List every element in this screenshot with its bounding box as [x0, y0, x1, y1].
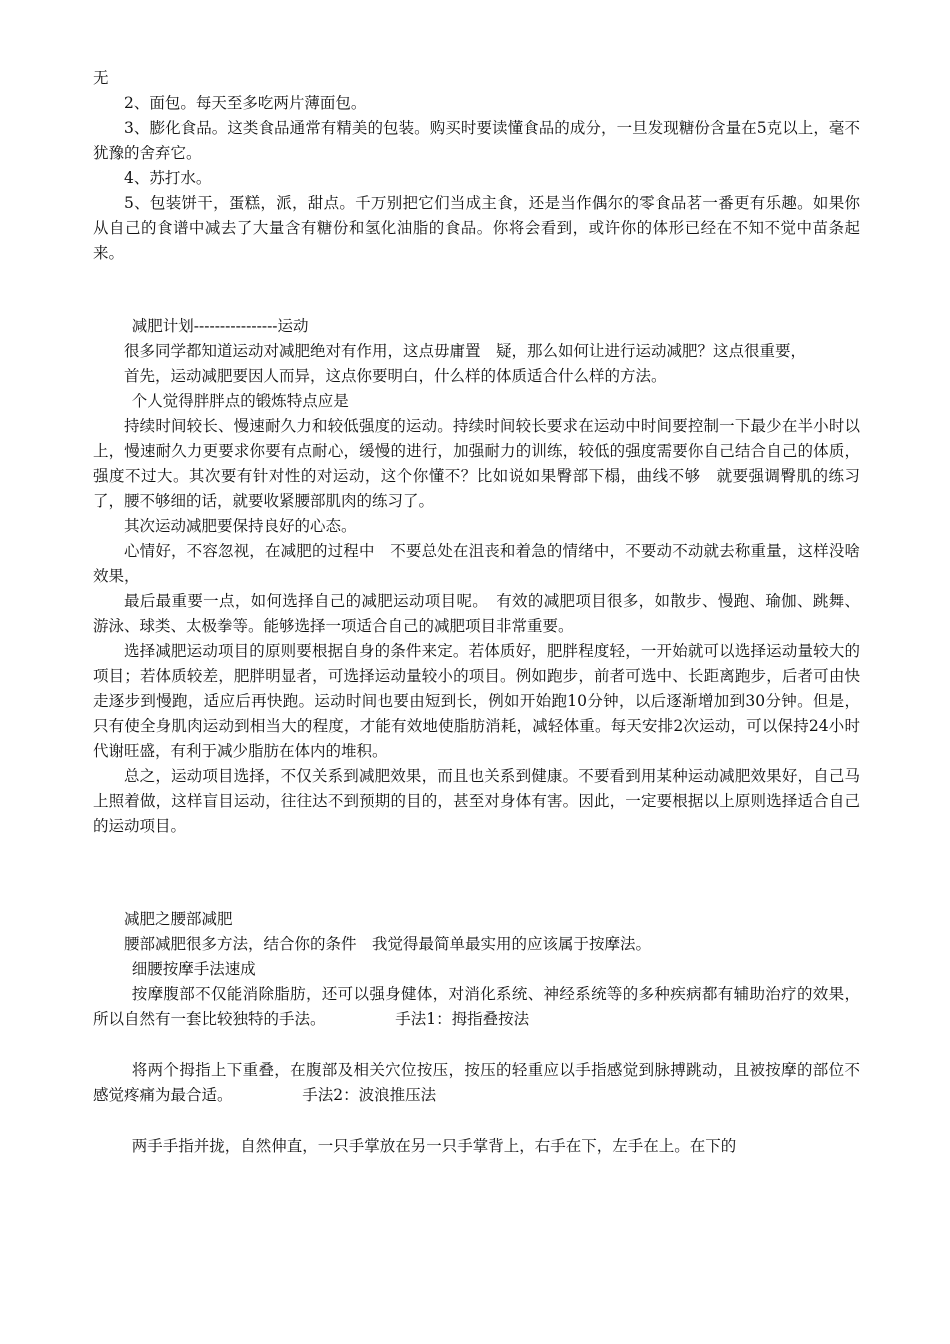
- waist-paragraph-5: 两手手指并拢，自然伸直，一只手掌放在另一只手掌背上，右手在下，左手在上。在下的: [131, 1137, 737, 1155]
- section-gap: [93, 839, 860, 907]
- paragraph-gap: [93, 1108, 860, 1134]
- waist-section-title: 减肥之腰部减肥: [124, 910, 233, 928]
- waist-paragraph-3: [93, 982, 860, 1032]
- waist-paragraph-3-text: 按摩腹部不仅能消除脂肪，还可以强身健体，对消化系统、神经系统等的多种疾病都有辅助治疗的效果，所以自然有一套比较独特的手法。: [93, 985, 860, 1028]
- paragraph-gap: [93, 1032, 860, 1058]
- exercise-paragraph-7: 最后最重要一点，如何选择自己的减肥运动项目呢。 有效的减肥项目很多，如散步、慢跑、瑜伽、跳舞、游泳、球类、太极拳等。能够选择一项适合自己的减肥项目非常重要。: [93, 592, 860, 635]
- exercise-paragraph-6: 心情好，不容忽视，在减肥的过程中 不要总处在沮丧和着急的情绪中，不要动不动就去称重量，这样没啥效果，: [93, 542, 860, 585]
- list-item-snacks: 5、包装饼干，蛋糕，派，甜点。千万别把它们当成主食，还是当作偶尔的零食品茗一番更有乐趣。如果你从自己的食谱中减去了大量含有糖份和氢化油脂的食品。你将会看到，或许你的体形已经在不知不觉中苗条起来。: [93, 194, 860, 262]
- method-2-label: 手法2：波浪推压法: [302, 1086, 437, 1104]
- waist-paragraph-2: 细腰按摩手法速成: [131, 960, 256, 978]
- leading-fragment: 无: [93, 69, 109, 87]
- waist-paragraph-1: 腰部减肥很多方法，结合你的条件 我觉得最简单最实用的应该属于按摩法。: [124, 935, 652, 953]
- exercise-paragraph-9: 总之，运动项目选择，不仅关系到减肥效果，而且也关系到健康。不要看到用某种运动减肥效果好，自己马上照着做，这样盲目运动，往往达不到预期的目的，甚至对身体有害。因此，一定要根据以上原则选择适合自己的运动项目。: [93, 767, 860, 835]
- document-body: [93, 66, 860, 1159]
- exercise-paragraph-5: 其次运动减肥要保持良好的心态。: [124, 517, 357, 535]
- exercise-paragraph-2: 首先，运动减肥要因人而异，这点你要明白，什么样的体质适合什么样的方法。: [124, 367, 667, 385]
- list-item-bread: 2、面包。每天至多吃两片薄面包。: [124, 94, 367, 112]
- exercise-paragraph-1: 很多同学都知道运动对减肥绝对有作用，这点毋庸置 疑，那么如何让进行运动减肥？这点很重要，: [124, 342, 807, 360]
- waist-paragraph-4-text: 将两个拇指上下重叠，在腹部及相关穴位按压，按压的轻重应以手指感觉到脉搏跳动，且被按摩的部位不感觉疼痛为最合适。: [93, 1061, 860, 1104]
- exercise-section-title: 减肥计划----------------运动: [131, 317, 309, 335]
- section-gap: [93, 266, 860, 314]
- method-1-label: 手法1：拇指叠按法: [395, 1010, 530, 1028]
- list-item-puffed-food: 3、膨化食品。这类食品通常有精美的包装。购买时要读懂食品的成分，一旦发现糖份含量在5克以上，毫不犹豫的舍弃它。: [93, 119, 860, 162]
- waist-paragraph-4: [93, 1058, 860, 1108]
- exercise-paragraph-4: 持续时间较长、慢速耐久力和较低强度的运动。持续时间较长要求在运动中时间要控制一下最少在半小时以上，慢速耐久力更要求你要有点耐心，缓慢的进行，加强耐力的训练，较低的强度需要你自己结合自己的体质，强度不过大。其次要有针对性的对运动，这个你懂不？比如说如果臀部下榻，曲线不够 就要强调臀肌的练习了，腰不够细的话，就要收紧腰部肌肉的练习了。: [93, 417, 860, 510]
- exercise-paragraph-8: 选择减肥运动项目的原则要根据自身的条件来定。若体质好，肥胖程度轻，一开始就可以选择运动量较大的项目；若体质较差，肥胖明显者，可选择运动量较小的项目。例如跑步，前者可选中、长距离跑步，后者可由快走逐步到慢跑，适应后再快跑。运动时间也要由短到长，例如开始跑10分钟，以后逐渐增加到30分钟。但是，只有使全身肌肉运动到相当大的程度，才能有效地使脂肪消耗，减轻体重。每天安排2次运动，可以保持24小时代谢旺盛，有利于减少脂肪在体内的堆积。: [93, 642, 860, 760]
- list-item-soda: 4、苏打水。: [124, 169, 212, 187]
- exercise-paragraph-3: 个人觉得胖胖点的锻炼特点应是: [131, 392, 349, 410]
